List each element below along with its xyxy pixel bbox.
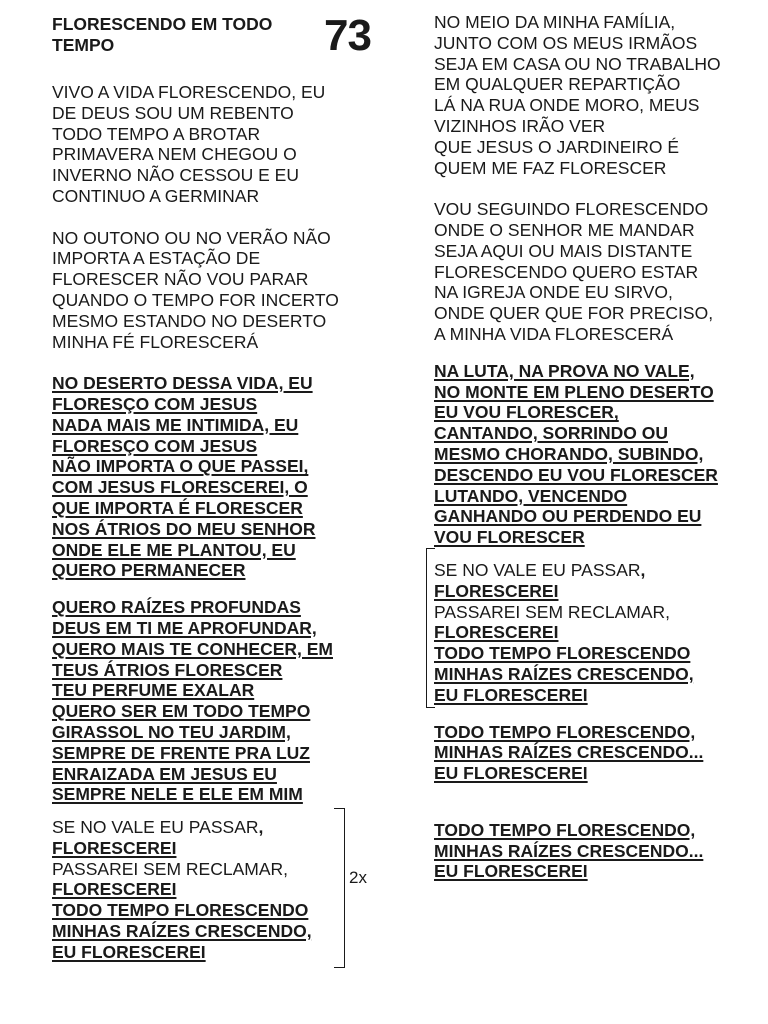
lyric-line: VIZINHOS IRÃO VER [434,115,606,136]
chorus-line: QUERO MAIS TE CONHECER, EM [52,638,333,659]
lyric-line: ONDE O SENHOR ME MANDAR [434,219,695,240]
lyric-line: NO OUTONO OU NO VERÃO NÃO [52,227,331,248]
chorus-line: ENRAIZADA EM JESUS EU [52,763,277,784]
chorus-line: DESCENDO EU VOU FLORESCER [434,464,718,485]
lyric-line: FLORESCENDO QUERO ESTAR [434,261,699,282]
repeat-bracket-left [426,548,435,708]
chorus-line: FLORESÇO COM JESUS [52,435,258,456]
chorus-2 [52,597,374,805]
refrain-left [52,817,374,963]
ending-line: TODO TEMPO FLORESCENDO, [434,819,696,840]
chorus-line: SEMPRE NELE E ELE EM MIM [52,784,303,805]
chorus-line: COM JESUS FLORESCEREI, O [52,477,308,498]
lyric-line: IMPORTA A ESTAÇÃO DE [52,248,261,269]
verse-1 [52,82,374,207]
ending-line: EU FLORESCEREI [434,861,588,882]
lyric-line: EM QUALQUER REPARTIÇÃO [434,74,681,95]
repeat-bracket-right [334,808,345,968]
lyric-line: JUNTO COM OS MEUS IRMÃOS [434,32,698,53]
refrain-text: SE NO VALE EU PASSAR [52,817,259,838]
ending-line: MINHAS RAÍZES CRESCENDO... [434,840,704,861]
chorus-line: NOS ÁTRIOS DO MEU SENHOR [52,518,316,539]
chorus-line: TEUS ÁTRIOS FLORESCER [52,659,283,680]
refrain-right [434,560,756,706]
refrain-line: TODO TEMPO FLORESCENDO [52,900,309,921]
lyric-line: QUANDO O TEMPO FOR INCERTO [52,289,339,310]
chorus-line: LUTANDO, VENCENDO [434,485,628,506]
chorus-line: EU VOU FLORESCER, [434,402,619,423]
chorus-line: GIRASSOL NO TEU JARDIM, [52,721,291,742]
chorus-line: NADA MAIS ME INTIMIDA, EU [52,414,299,435]
chorus-line: SEMPRE DE FRENTE PRA LUZ [52,742,310,763]
refrain-line: FLORESCEREI [434,580,559,601]
lyric-line: INVERNO NÃO CESSOU E EU [52,165,299,186]
chorus-3 [434,361,756,548]
refrain-line: FLORESCEREI [52,837,177,858]
refrain-line [52,817,374,838]
chorus-1 [52,373,374,581]
lyric-line: PRIMAVERA NEM CHEGOU O [52,144,297,165]
chorus-line: CANTANDO, SORRINDO OU [434,423,668,444]
chorus-line: TEU PERFUME EXALAR [52,680,255,701]
repeat-mark: 2x [349,868,367,887]
chorus-line: QUE IMPORTA É FLORESCER [52,497,303,518]
refrain-line [434,560,756,581]
refrain-punct: , [258,817,264,838]
chorus-line: GANHANDO OU PERDENDO EU [434,506,702,527]
chorus-line: ONDE ELE ME PLANTOU, EU [52,539,296,560]
verse-4 [434,199,756,345]
refrain-line: MINHAS RAÍZES CRESCENDO, [434,663,694,684]
lyric-line: A MINHA VIDA FLORESCERÁ [434,323,674,344]
lyric-line: FLORESCER NÃO VOU PARAR [52,269,309,290]
chorus-line: NÃO IMPORTA O QUE PASSEI, [52,456,309,477]
hymn-number: 73 [324,11,371,60]
lyric-line: MINHA FÉ FLORESCERÁ [52,331,259,352]
refrain-line: EU FLORESCEREI [434,684,588,705]
chorus-line: QUERO SER EM TODO TEMPO [52,701,311,722]
chorus-line: QUERO RAÍZES PROFUNDAS [52,597,301,618]
chorus-line: FLORESÇO COM JESUS [52,393,258,414]
ending-line: MINHAS RAÍZES CRESCENDO... [434,742,704,763]
verse-2 [52,228,374,353]
lyric-line: LÁ NA RUA ONDE MORO, MEUS [434,95,700,116]
chorus-line: NA LUTA, NA PROVA NO VALE, [434,360,695,381]
chorus-line: QUERO PERMANECER [52,560,246,581]
lyric-line: NA IGREJA ONDE EU SIRVO, [434,282,673,303]
right-column [434,12,756,882]
hymn-title-line: FLORESCENDO EM TODO [52,14,273,34]
chorus-line: VOU FLORESCER [434,527,585,548]
refrain-line: PASSAREI SEM RECLAMAR, [434,601,670,622]
hymn-title [52,14,272,56]
verse-3 [434,12,756,178]
refrain-line: FLORESCEREI [52,879,177,900]
refrain-line: TODO TEMPO FLORESCENDO [434,643,691,664]
ending-1 [434,722,756,784]
refrain-line: MINHAS RAÍZES CRESCENDO, [52,921,312,942]
ending-line: EU FLORESCEREI [434,763,588,784]
refrain-line: FLORESCEREI [434,622,559,643]
lyric-line: ONDE QUER QUE FOR PRECISO, [434,303,714,324]
lyric-line: VIVO A VIDA FLORESCENDO, EU [52,82,326,102]
lyric-line: SEJA AQUI OU MAIS DISTANTE [434,240,693,261]
lyric-line: CONTINUO A GERMINAR [52,185,260,206]
left-column [52,12,374,963]
ending-2 [434,820,756,882]
hymn-header [52,12,374,60]
lyric-line: QUEM ME FAZ FLORESCER [434,157,667,178]
chorus-line: MESMO CHORANDO, SUBINDO, [434,443,704,464]
ending-line: TODO TEMPO FLORESCENDO, [434,721,696,742]
chorus-line: DEUS EM TI ME APROFUNDAR, [52,617,317,638]
chorus-line: NO MONTE EM PLENO DESERTO [434,381,714,402]
lyric-line: NO MEIO DA MINHA FAMÍLIA, [434,12,676,32]
lyric-line: VOU SEGUINDO FLORESCENDO [434,199,709,220]
chorus-line: NO DESERTO DESSA VIDA, EU [52,373,313,394]
lyric-line: DE DEUS SOU UM REBENTO [52,102,294,123]
hymn-title-line: TEMPO [52,34,115,55]
lyric-line: MESMO ESTANDO NO DESERTO [52,310,327,331]
refrain-line: EU FLORESCEREI [52,941,206,962]
refrain-text: SE NO VALE EU PASSAR [434,559,641,580]
lyric-line: QUE JESUS O JARDINEIRO É [434,136,680,157]
refrain-line: PASSAREI SEM RECLAMAR, [52,858,288,879]
lyric-line: SEJA EM CASA OU NO TRABALHO [434,53,721,74]
lyric-line: TODO TEMPO A BROTAR [52,123,261,144]
refrain-punct: , [640,559,646,580]
